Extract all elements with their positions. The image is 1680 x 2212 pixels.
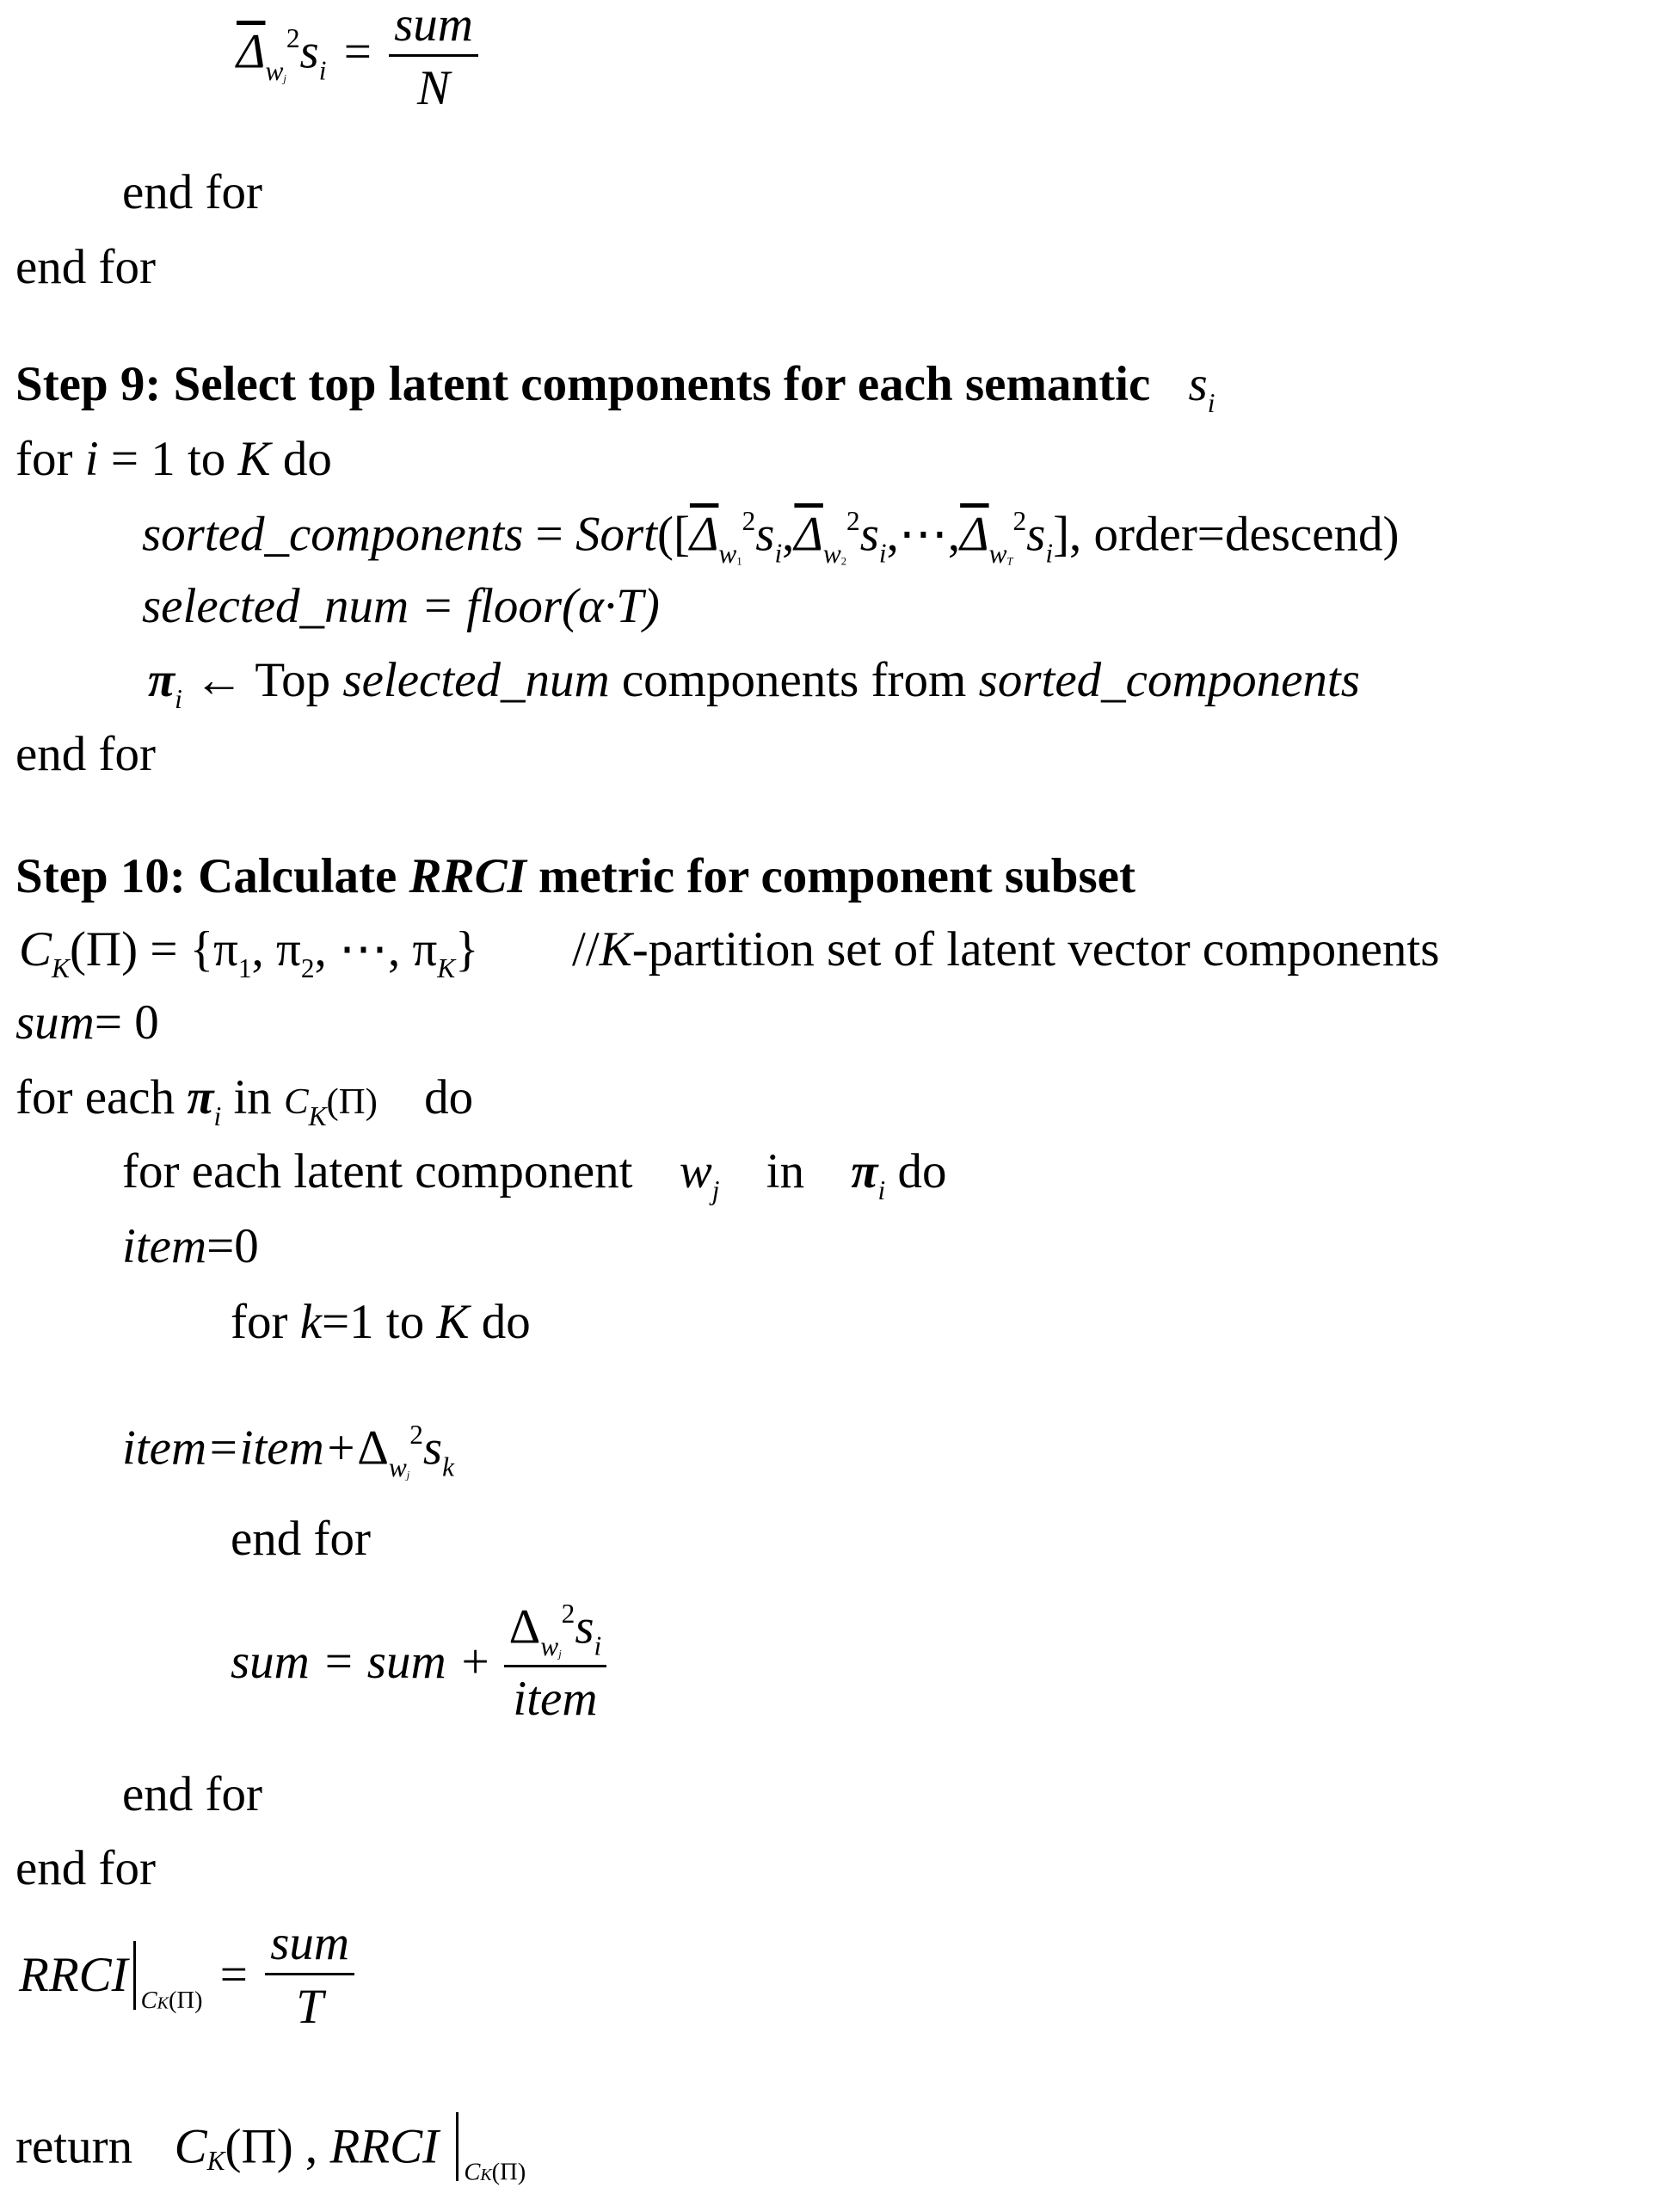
sum-over-n-fraction [389,0,478,113]
step10-heading: Step 10: Calculate RRCI metric for component subset [15,849,1135,903]
delta-symbol: $\overline{\Delta}$ [237,24,266,79]
selected-num-line: selected_num = floor(α·T) [142,579,660,633]
average-delta-formula [237,0,478,113]
step9-for-loop: for i = 1 to K do [15,432,332,486]
evaluation-bar [133,1941,136,2010]
pi-assignment-line: $\pi_i$ ← Top selected_num components from sorted_components [148,653,1360,715]
end-for-k: end for [231,1512,372,1566]
delta-over-item-fraction: $\frac{\Delta_{wj}^2s_i}{\text{item}}$ [504,1600,607,1723]
sum-over-t-fraction: $\frac{\text{sum}}{T}$ [265,1919,354,2031]
for-each-pi-line: for each $\pi_i$ in $C_K(\Pi)$ do [15,1070,474,1132]
end-for-outer-2: end for [15,1841,157,1895]
w-subscript: wj [265,55,286,86]
sum-update-line: sum = sum + $\frac{\Delta_{wj}^2s_i}{\text{item}}$ [231,1600,606,1723]
step9-title: Step 9: Select top latent components for each semantic [15,357,1151,411]
square-exponent: 2 [286,23,300,54]
return-line: return $C_K(\Pi)$ , RRCI $_{CK(\Pi)}$ [15,2112,526,2185]
step9-heading [15,357,1215,419]
evaluation-bar-return [456,2112,458,2181]
item-update-line: $item=item+\Delta_{wj}^2s_k$ [122,1420,455,1482]
semantic-s-i: $s_i$ [1188,357,1215,419]
fraction-numerator: sum [389,0,478,57]
ck-partition-line: $C_K(\Pi) = \{\pi_1$, $\pi_2$, ⋯, $\pi_K$} //K-partition set of latent vector components [19,922,1440,984]
rrci-formula: RRCI $_{CK(\Pi)}$ = $\frac{\text{sum}}{T}$ [19,1919,354,2031]
end-for-step9: end for [15,727,157,781]
for-k-line: for k=1 to K do [231,1295,531,1349]
sorted-components-line: sorted_components = $Sort([\overline{\Delta}_{w1}^2s_i,\overline{\Delta}_{w2}^2s_i,\cdots,\overline{\Delta}_{wT}^2s_i]$, order=descend) [142,506,1400,569]
fraction-denominator: N [417,61,451,115]
item-init-line: item=0 [122,1219,259,1273]
for-each-latent-line: for each latent component $w_j$ in $\pi_i$ do [122,1144,947,1206]
end-for-outer-1: end for [15,240,157,294]
equals-sign: = [343,24,372,79]
end-for-inner-1: end for [122,165,263,219]
sum-init-line: sum= 0 [15,995,159,1050]
i-subscript: i [318,55,327,86]
s-symbol: s [299,24,319,79]
end-for-inner-2: end for [122,1767,263,1821]
